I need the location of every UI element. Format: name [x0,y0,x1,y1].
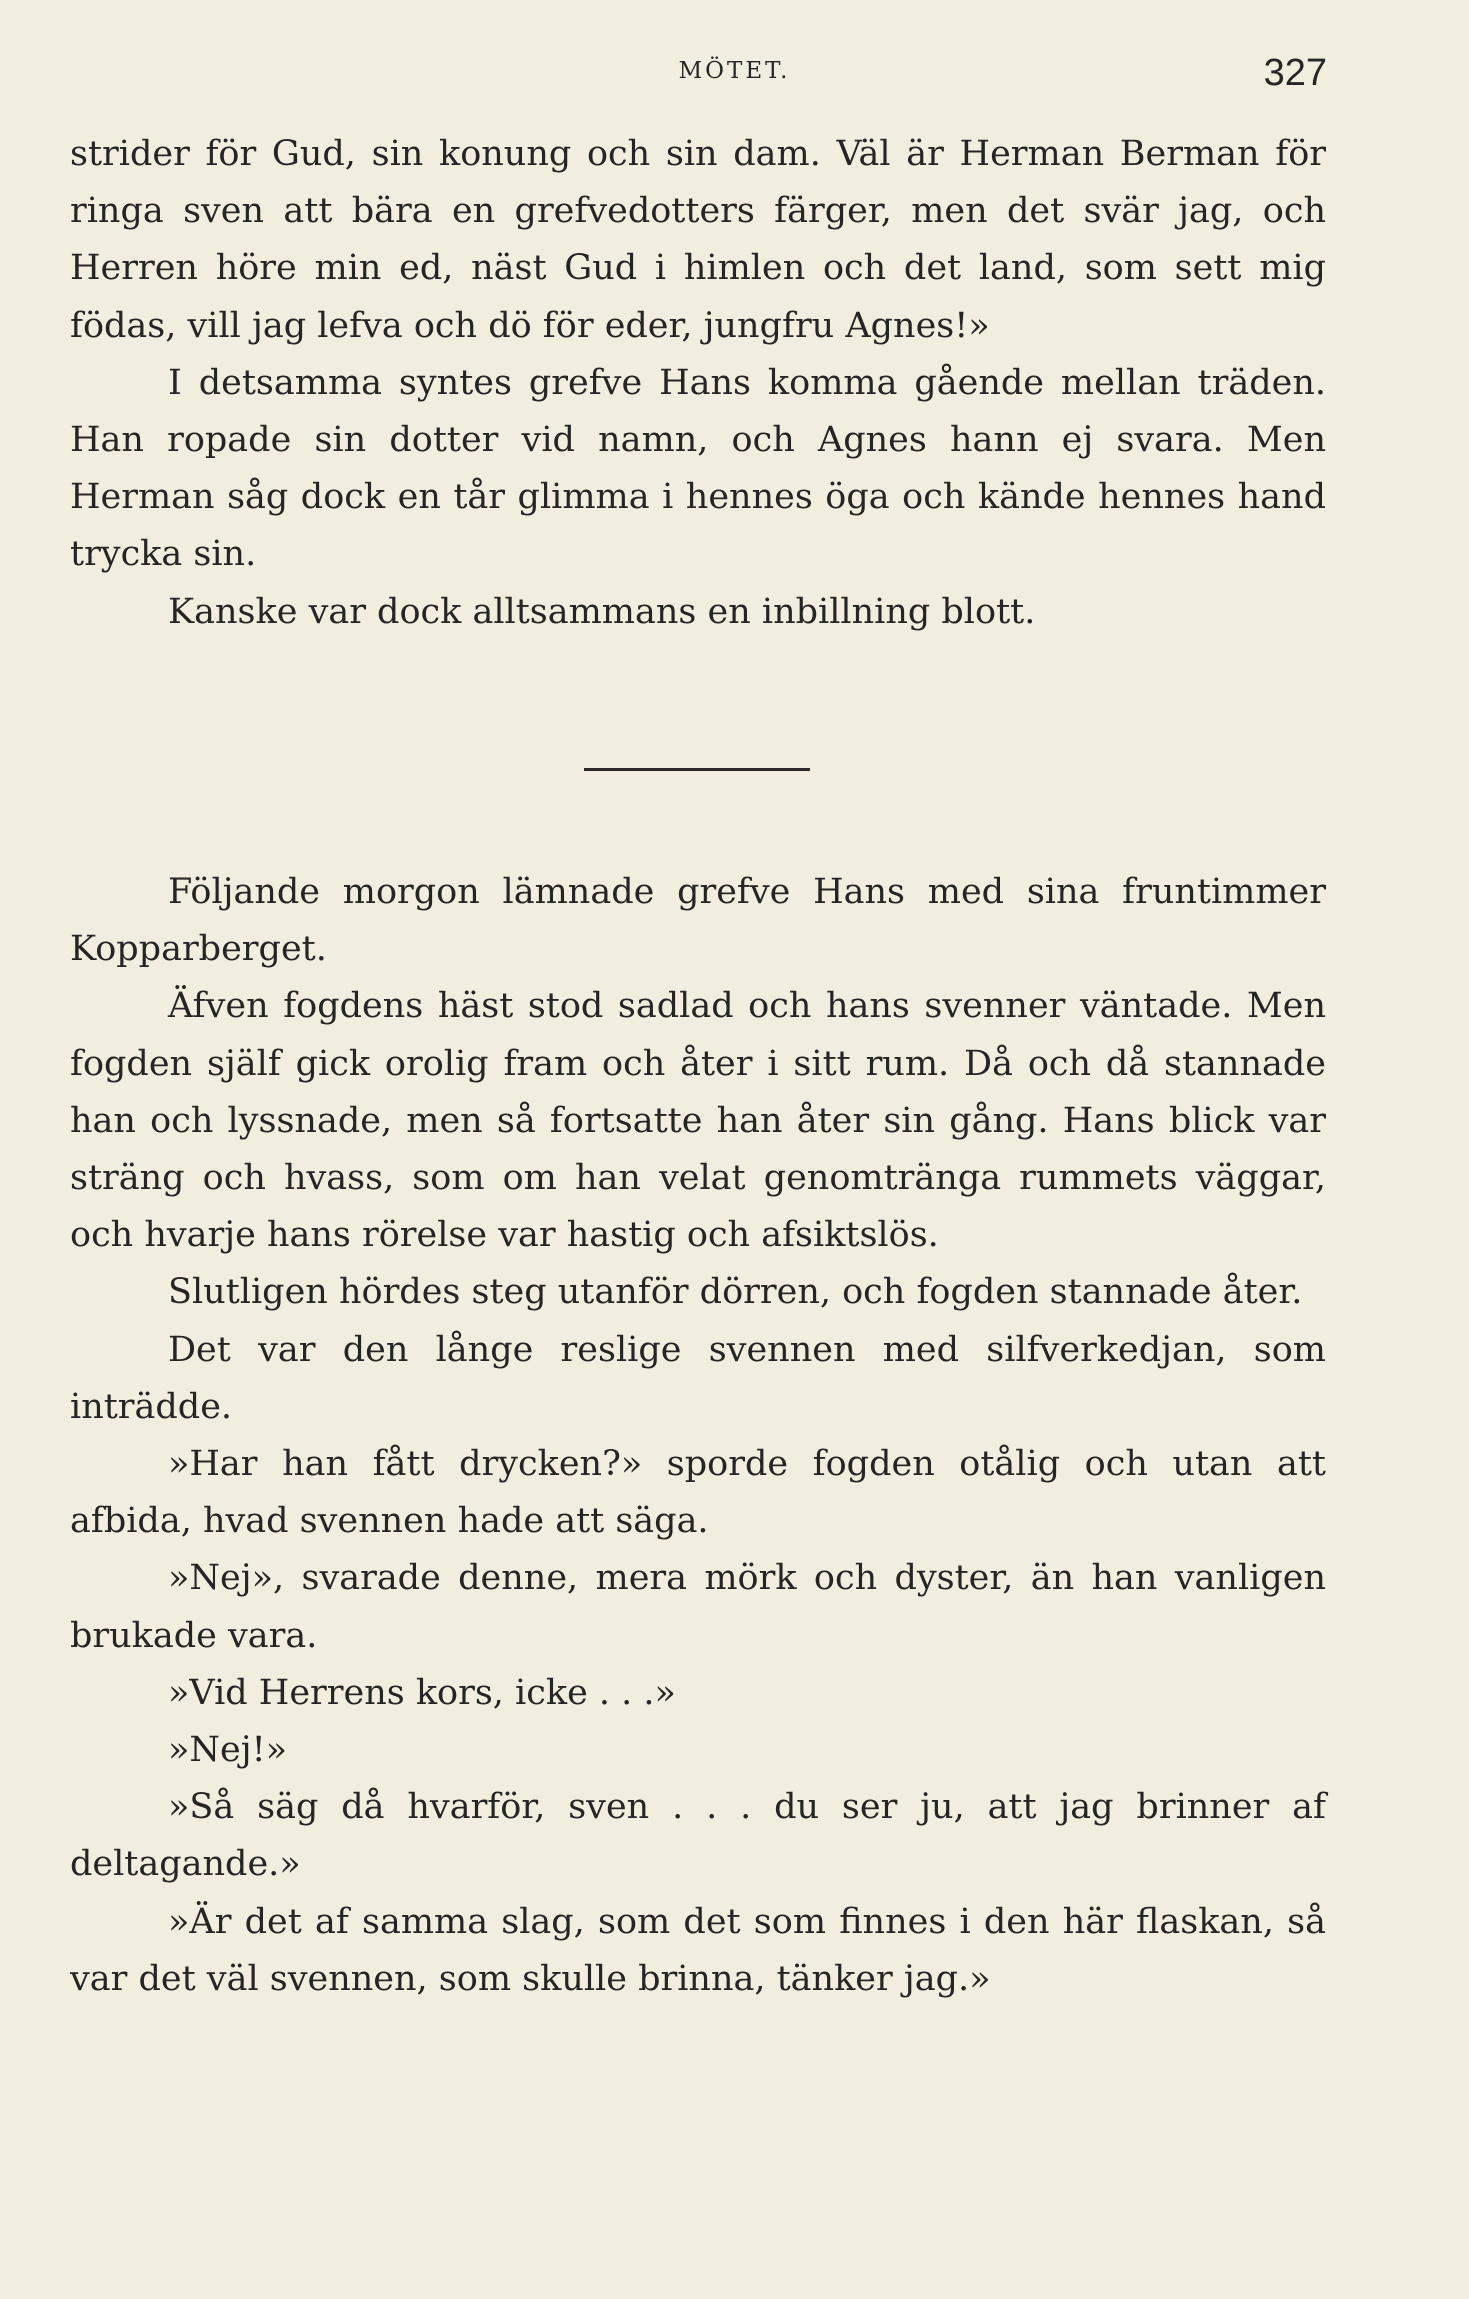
paragraph: »Är det af samma slag, som det som finnes i den här flaskan, så var det väl svennen, som skulle brinna, tänker jag.» [70,1901,1326,1999]
paragraph: »Nej», svarade denne, mera mörk och dyster, än han vanligen brukade vara. [70,1558,1326,1656]
section-separator-rule [584,768,810,771]
paragraph: strider för Gud, sin konung och sin dam. Väl är Herman Berman för ringa sven att bära en grefvedotters färger, men det svär jag, och Herren höre min ed, näst Gud i himlen och det land, som sett mig födas, vill jag lefva och dö för eder, jungfru Agnes!» [70,134,1326,346]
paragraph: »Har han fått drycken?» sporde fogden otålig och utan att afbida, hvad svennen hade att säga. [70,1444,1326,1542]
page-number: 327 [1263,52,1327,94]
running-head [0,52,1469,92]
paragraph: Slutligen hördes steg utanför dörren, och fogden stannade åter. [168,1272,1303,1313]
paragraph: Äfven fogdens häst stod sadlad och hans svenner väntade. Men fogden själf gick orolig fram och åter i sitt rum. Då och då stannade han och lyssnade, men så fortsatte han åter sin gång. Hans blick var sträng och hvass, som om han velat genomtränga rummets väggar, och hvarje hans rörelse var hastig och afsiktslös. [70,986,1326,1256]
paragraph: »Vid Herrens kors, icke . . .» [168,1672,676,1713]
paragraph: I detsamma syntes grefve Hans komma gående mellan träden. Han ropade sin dotter vid namn, och Agnes hann ej svara. Men Herman såg dock en tår glimma i hennes öga och kände hennes hand trycka sin. [70,362,1326,575]
paragraph: »Så säg då hvarför, sven . . . du ser ju, att jag brinner af deltagande.» [70,1787,1326,1885]
paragraph: Det var den långe reslige svennen med silfverkedjan, som inträdde. [70,1329,1326,1427]
paragraph: Kanske var dock alltsammans en inbillning blott. [168,591,1036,632]
text-block-lower [70,864,1326,2008]
running-title: MÖTET. [678,58,791,84]
paragraph: »Nej!» [168,1730,288,1771]
paragraph: Följande morgon lämnade grefve Hans med sina fruntimmer Kopparberget. [70,872,1326,970]
text-block-upper [70,126,1326,641]
